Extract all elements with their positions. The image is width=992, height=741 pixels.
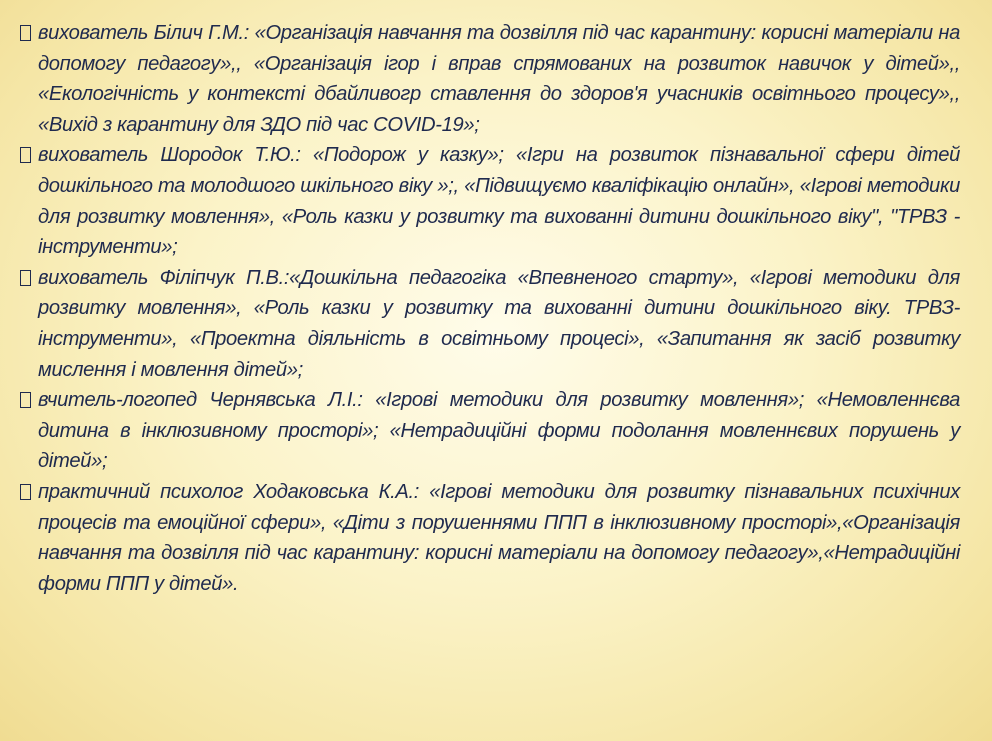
list-item-text: вихователь Білич Г.М.: «Організація навчання та дозвілля під час карантину: корисні матеріали на допомогу педагогу»,, «Організація ігор і вправ спрямованих на розвиток навичок у дітей»,, «Екологічність у контексті дбайливогр ставлення до здоров'я учасників освітнього процесу»,, «Вихід з карантину для ЗДО під час COVID-19»; [38, 22, 960, 136]
list-item [20, 140, 960, 262]
list-item-text: вчитель-логопед Чернявська Л.І.: «Ігрові методики для розвитку мовлення»; «Немовленнєва дитина в інклюзивному просторі»; «Нетрадиційні форми подолання мовленнєвих порушень у дітей»; [38, 389, 960, 473]
square-bullet-icon [20, 270, 31, 286]
square-bullet-icon [20, 25, 31, 41]
list-item [20, 477, 960, 599]
list-item-text: вихователь Шородок Т.Ю.: «Подорож у казку»; «Ігри на розвиток пізнавальної сфери дітей дошкільного та молодшого шкільного віку »;, «Підвищуємо кваліфікацію онлайн», «Ігрові методики для розвитку мовлення», «Роль казки у розвитку та вихованні дитини дошкільного віку", "ТРВЗ - інструменти»; [38, 144, 960, 259]
list-item-text: практичний психолог Ходаковська К.А.: «Ігрові методики для розвитку пізнавальних психічних процесів та емоційної сфери», «Діти з порушеннями ППП в інклюзивному просторі»,«Організація навчання та дозвілля під час карантину: корисні матеріали на допомогу педагогу»,«Нетрадиційні форми ППП у дітей». [38, 480, 960, 595]
teacher-activity-list [20, 18, 960, 599]
square-bullet-icon [20, 484, 31, 500]
square-bullet-icon [20, 147, 31, 163]
list-item [20, 385, 960, 477]
list-item [20, 18, 960, 140]
list-item-text: вихователь Філіпчук П.В.:«Дошкільна педагогіка «Впевненого старту», «Ігрові методики для розвитку мовлення», «Роль казки у розвитку та вихованні дитини дошкільного віку. ТРВЗ-інструменти», «Проектна діяльність в освітньому процесі», «Запитання як засіб розвитку мислення і мовлення дітей»; [38, 266, 960, 381]
list-item [20, 263, 960, 385]
square-bullet-icon [20, 392, 31, 408]
